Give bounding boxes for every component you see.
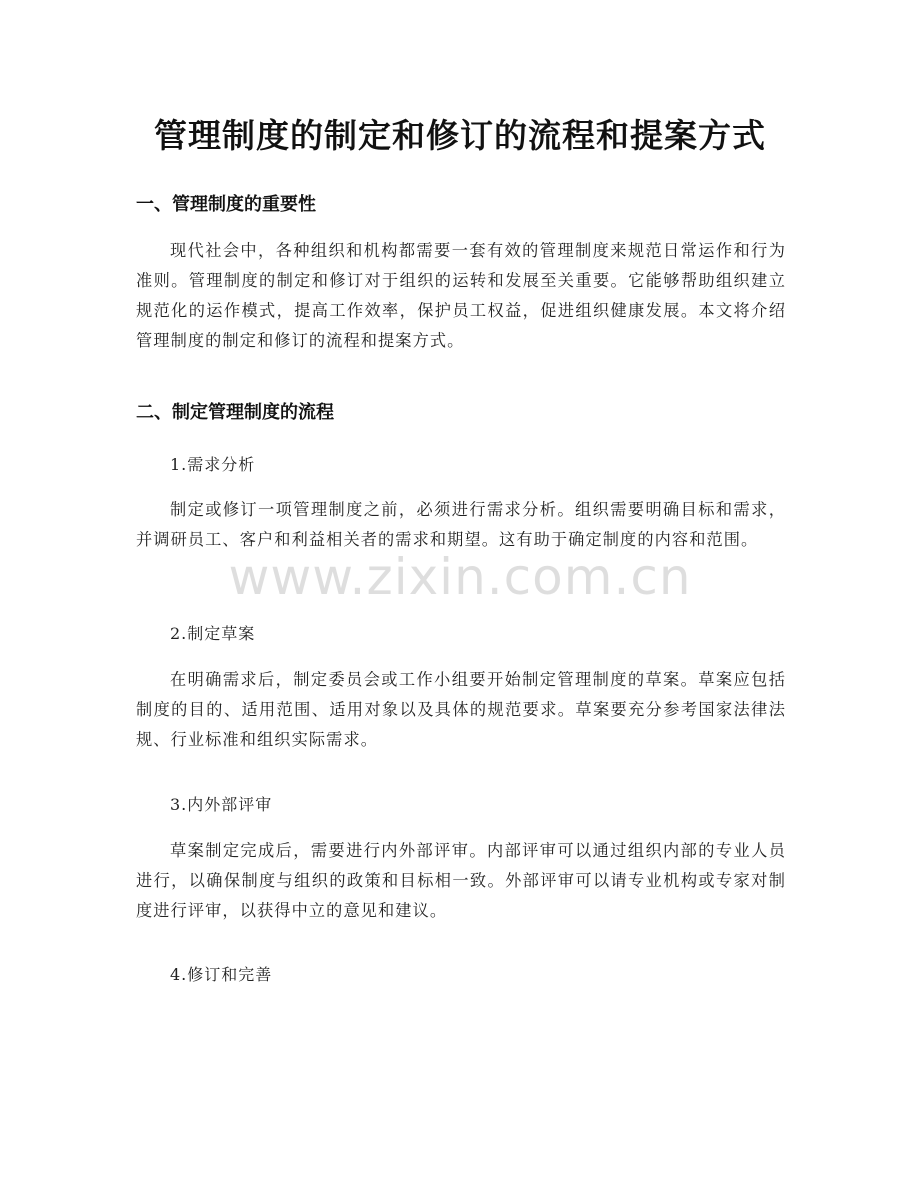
section2-heading: 二、制定管理制度的流程 xyxy=(136,402,334,423)
section1-heading: 一、管理制度的重要性 xyxy=(136,194,316,215)
document-title: 管理制度的制定和修订的流程和提案方式 xyxy=(154,116,766,155)
step4-label: 4.修订和完善 xyxy=(170,965,273,984)
step1-paragraph: 制定或修订一项管理制度之前，必须进行需求分析。组织需要明确目标和需求，并调研员工、客户和利益相关者的需求和期望。这有助于确定制度的内容和范围。 xyxy=(136,500,786,549)
section1-paragraph: 现代社会中，各种组织和机构都需要一套有效的管理制度来规范日常运作和行为准则。管理制度的制定和修订对于组织的运转和发展至关重要。它能够帮助组织建立规范化的运作模式，提高工作效率，保护员工权益，促进组织健康发展。本文将介绍管理制度的制定和修订的流程和提案方式。 xyxy=(136,241,786,350)
watermark: www.zixin.com.cn xyxy=(228,548,692,606)
step2-paragraph: 在明确需求后，制定委员会或工作小组要开始制定管理制度的草案。草案应包括制度的目的、适用范围、适用对象以及具体的规范要求。草案要充分参考国家法律法规、行业标准和组织实际需求。 xyxy=(136,670,786,749)
step3-paragraph: 草案制定完成后，需要进行内外部评审。内部评审可以通过组织内部的专业人员进行，以确保制度与组织的政策和目标相一致。外部评审可以请专业机构或专家对制度进行评审，以获得中立的意见和建议。 xyxy=(136,841,786,920)
step2-label: 2.制定草案 xyxy=(170,624,256,643)
step3-label: 3.内外部评审 xyxy=(170,795,273,814)
step1-label: 1.需求分析 xyxy=(170,455,256,474)
